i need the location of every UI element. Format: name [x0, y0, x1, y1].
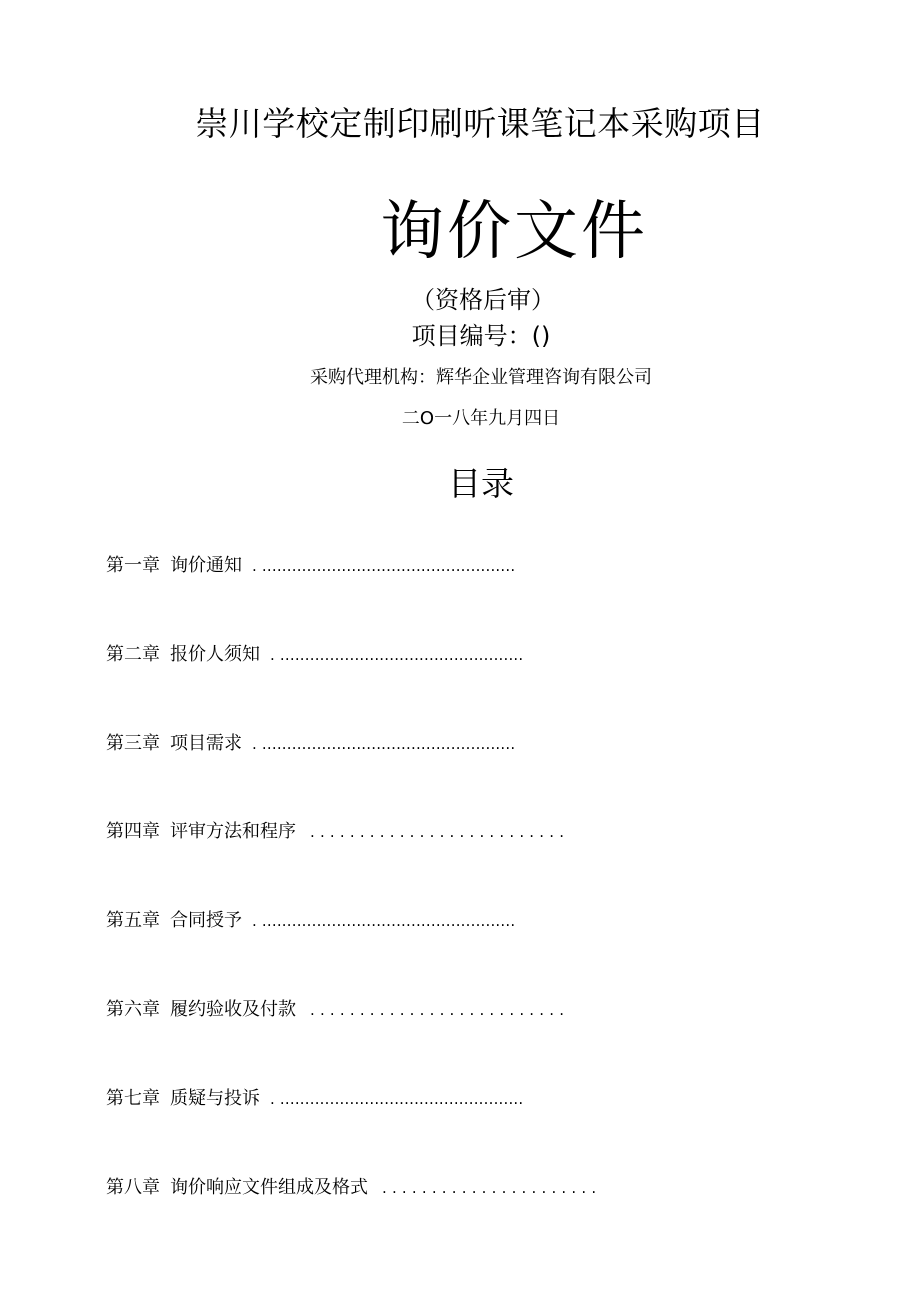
- toc-item[interactable]: [106, 641, 523, 669]
- toc-item[interactable]: [106, 907, 515, 935]
- toc-chapter-name: 评审方法和程序: [170, 821, 296, 842]
- toc-item[interactable]: [106, 996, 569, 1024]
- toc-chapter-name: 履约验收及付款: [170, 999, 296, 1020]
- document-date: 二O一八年九月四日: [401, 408, 561, 429]
- toc-chapter-number: 第一章: [106, 555, 160, 576]
- toc-chapter-name: 询价响应文件组成及格式: [170, 1177, 368, 1198]
- toc-item[interactable]: [106, 818, 569, 846]
- toc-leader-dots: . .................................................: [270, 1090, 524, 1108]
- toc-item[interactable]: [106, 1174, 601, 1202]
- procurement-agency: 采购代理机构：辉华企业管理咨询有限公司: [310, 367, 652, 388]
- toc-chapter-name: 报价人须知: [170, 644, 260, 665]
- toc-chapter-name: 询价通知: [170, 555, 242, 576]
- review-type: （资格后审）: [411, 286, 555, 314]
- toc-item[interactable]: [106, 1085, 523, 1113]
- toc-leader-dots: . .................................................: [270, 646, 524, 664]
- toc-item[interactable]: [106, 552, 515, 580]
- toc-leader-dots: . ...................................................: [252, 912, 516, 930]
- toc-item[interactable]: [106, 730, 515, 758]
- toc-leader-dots: ......................: [382, 1179, 602, 1197]
- toc-chapter-number: 第三章: [106, 733, 160, 754]
- document-title: 询价文件: [380, 195, 648, 269]
- toc-leader-dots: ..........................: [310, 1001, 570, 1019]
- project-title: 崇川学校定制印刷听课笔记本采购项目: [195, 104, 765, 143]
- toc-chapter-name: 项目需求: [170, 733, 242, 754]
- toc-title: 目录: [448, 464, 514, 503]
- toc-chapter-number: 第二章: [106, 644, 160, 665]
- toc-chapter-name: 质疑与投诉: [170, 1088, 260, 1109]
- toc-leader-dots: ..........................: [310, 823, 570, 841]
- toc-chapter-number: 第七章: [106, 1088, 160, 1109]
- toc-chapter-number: 第八章: [106, 1177, 160, 1198]
- toc-chapter-number: 第四章: [106, 821, 160, 842]
- toc-chapter-number: 第六章: [106, 999, 160, 1020]
- project-number: 项目编号：(): [411, 322, 551, 350]
- toc-leader-dots: . ...................................................: [252, 557, 516, 575]
- toc-chapter-number: 第五章: [106, 910, 160, 931]
- toc-leader-dots: . ...................................................: [252, 735, 516, 753]
- toc-chapter-name: 合同授予: [170, 910, 242, 931]
